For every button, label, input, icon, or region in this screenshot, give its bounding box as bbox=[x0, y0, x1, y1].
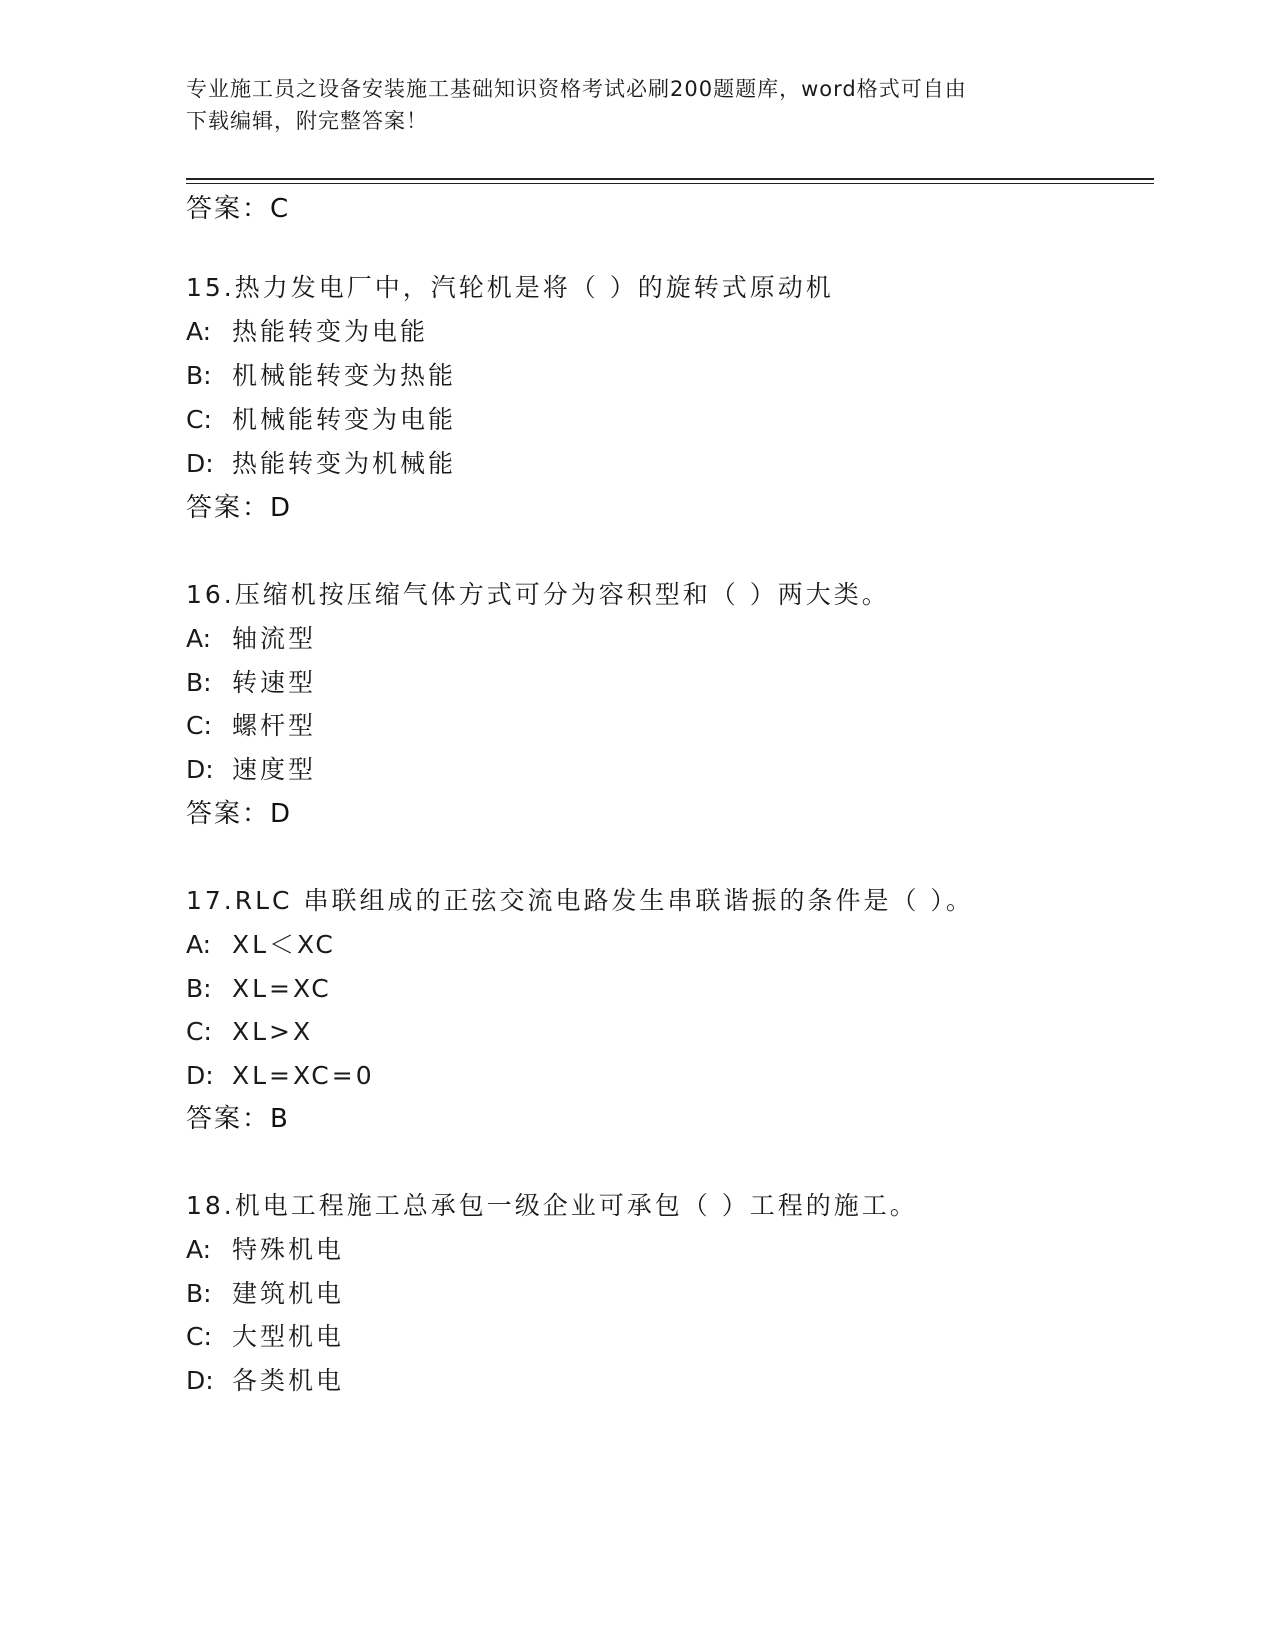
question-15-option-b bbox=[186, 359, 456, 393]
option-text: 各类机电 bbox=[232, 1366, 345, 1395]
question-15-option-a bbox=[186, 315, 428, 349]
option-letter: B: bbox=[186, 974, 212, 1003]
option-text: XL>X bbox=[232, 1017, 314, 1046]
question-18-option-d bbox=[186, 1364, 344, 1398]
question-16-option-b bbox=[186, 666, 316, 700]
option-text: XL=XC bbox=[232, 974, 332, 1003]
option-text: XL＜XC bbox=[232, 930, 336, 959]
option-text: 大型机电 bbox=[232, 1322, 345, 1351]
option-text: 速度型 bbox=[232, 755, 317, 784]
question-17-option-d bbox=[186, 1059, 375, 1093]
option-letter: D: bbox=[186, 1366, 214, 1395]
option-text: 建筑机电 bbox=[232, 1279, 345, 1308]
question-16-option-a bbox=[186, 622, 316, 656]
question-18-stem: 18.机电工程施工总承包一级企业可承包（ ）工程的施工。 bbox=[186, 1191, 918, 1220]
option-letter: C: bbox=[186, 711, 212, 740]
question-15-stem: 15.热力发电厂中，汽轮机是将（ ）的旋转式原动机 bbox=[186, 273, 834, 302]
question-16-option-d bbox=[186, 753, 316, 787]
question-18-option-a bbox=[186, 1233, 344, 1267]
option-text: XL=XC=0 bbox=[232, 1061, 375, 1090]
previous-answer: 答案：C bbox=[186, 194, 291, 224]
option-letter: A: bbox=[186, 1235, 212, 1264]
question-18-option-b bbox=[186, 1277, 344, 1311]
option-letter: A: bbox=[186, 624, 212, 653]
question-15-option-c bbox=[186, 403, 456, 437]
option-letter: D: bbox=[186, 755, 214, 784]
option-text: 转速型 bbox=[232, 668, 317, 697]
option-text: 轴流型 bbox=[232, 624, 317, 653]
option-text: 热能转变为电能 bbox=[232, 317, 429, 346]
header-line-2: 下载编辑，附完整答案！ bbox=[186, 109, 428, 133]
question-17-stem: 17.RLC 串联组成的正弦交流电路发生串联谐振的条件是（ ）。 bbox=[186, 886, 974, 915]
header-line-1: 专业施工员之设备安装施工基础知识资格考试必刷200题题库，word格式可自由 bbox=[186, 77, 967, 101]
question-17-option-a bbox=[186, 928, 336, 962]
question-15-option-d bbox=[186, 447, 456, 481]
option-letter: B: bbox=[186, 1279, 212, 1308]
header-divider-thick bbox=[186, 178, 1154, 180]
option-letter: C: bbox=[186, 1017, 212, 1046]
option-letter: B: bbox=[186, 361, 212, 390]
option-letter: C: bbox=[186, 1322, 212, 1351]
question-16-answer: 答案：D bbox=[186, 799, 293, 829]
question-18-option-c bbox=[186, 1320, 344, 1354]
question-15-answer: 答案：D bbox=[186, 493, 293, 523]
option-text: 机械能转变为电能 bbox=[232, 405, 457, 434]
document-header bbox=[186, 73, 1086, 137]
option-letter: D: bbox=[186, 449, 214, 478]
option-text: 螺杆型 bbox=[232, 711, 317, 740]
question-17-answer: 答案：B bbox=[186, 1104, 290, 1134]
question-16-stem: 16.压缩机按压缩气体方式可分为容积型和（ ）两大类。 bbox=[186, 580, 890, 609]
question-17-option-b bbox=[186, 972, 332, 1006]
option-text: 机械能转变为热能 bbox=[232, 361, 457, 390]
option-letter: D: bbox=[186, 1061, 214, 1090]
option-letter: B: bbox=[186, 668, 212, 697]
option-letter: C: bbox=[186, 405, 212, 434]
question-16-option-c bbox=[186, 709, 316, 743]
option-letter: A: bbox=[186, 930, 212, 959]
header-divider-thin bbox=[186, 183, 1154, 184]
option-text: 热能转变为机械能 bbox=[232, 449, 457, 478]
question-17-option-c bbox=[186, 1015, 313, 1049]
option-letter: A: bbox=[186, 317, 212, 346]
option-text: 特殊机电 bbox=[232, 1235, 345, 1264]
